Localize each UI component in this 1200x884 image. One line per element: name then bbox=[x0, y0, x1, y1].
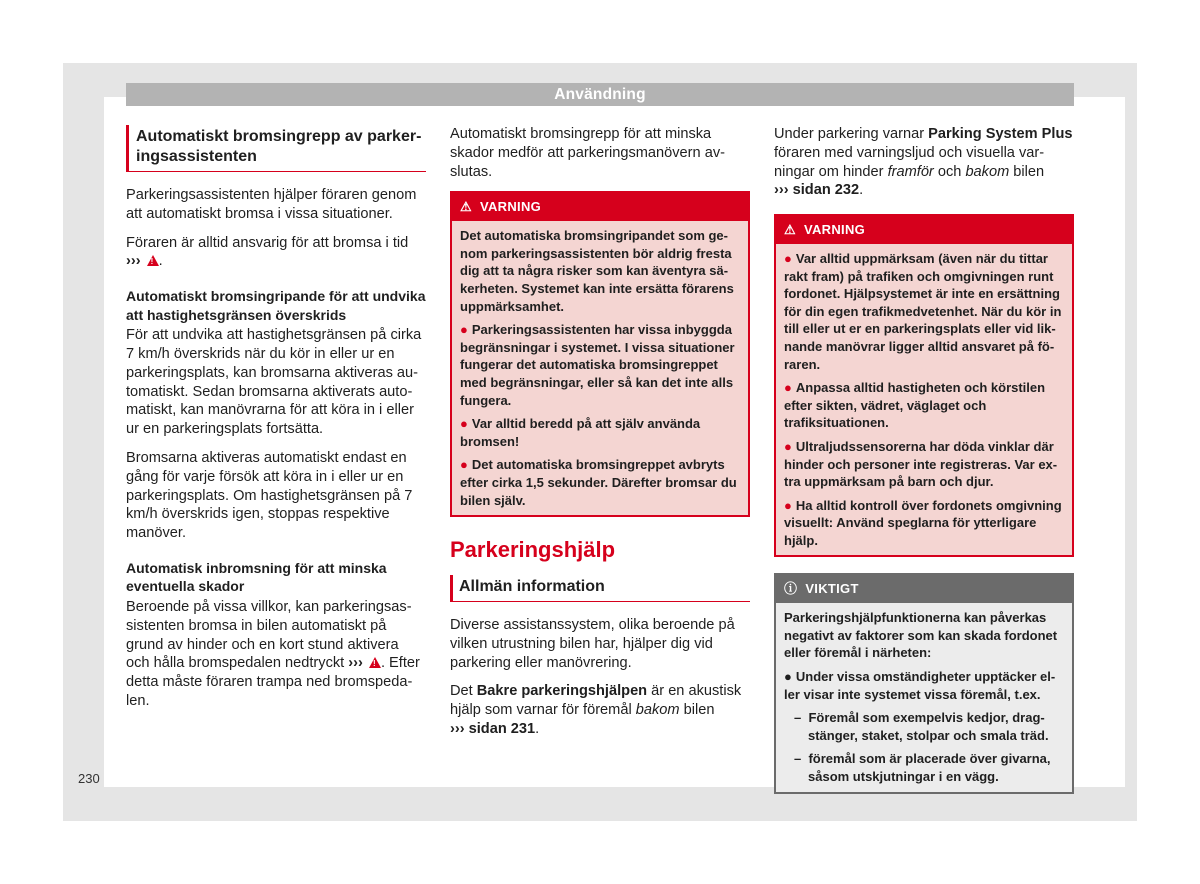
bold-term: Parking System Plus bbox=[928, 126, 1073, 142]
section-title: Allmän information bbox=[450, 575, 750, 602]
subheading: Automatisk inbromsning för att minska eventuella skador bbox=[126, 559, 387, 595]
warning-bullet bbox=[460, 415, 740, 450]
warning-bullet-text: Var alltid beredd på att själv använda bromsen! bbox=[460, 416, 701, 449]
warning-triangle-icon: ⚠ bbox=[784, 222, 796, 238]
warning-triangle-icon bbox=[147, 255, 159, 266]
column-2 bbox=[450, 125, 750, 749]
warning-bullet bbox=[784, 438, 1064, 491]
cross-reference-arrow[interactable]: ››› bbox=[126, 253, 141, 270]
bullet-icon: ● bbox=[784, 438, 792, 454]
important-intro: Parkeringshjälpfunktionerna kan påverkas negativt av faktorer som kan skada fordonet eller föremål i närheten: bbox=[784, 610, 1058, 661]
paragraph: Parkeringsassistenten hjälper föraren genom att automatiskt bromsa i vissa situationer. bbox=[126, 187, 417, 222]
bullet-icon: ● bbox=[460, 416, 468, 432]
warning-bullet bbox=[784, 250, 1064, 373]
warning-triangle-icon: ⚠ bbox=[460, 199, 472, 215]
warning-bullet bbox=[460, 456, 740, 509]
paragraph-text: och bbox=[933, 163, 966, 180]
bullet-icon: ● bbox=[460, 457, 468, 473]
section-title: Automatiskt bromsingrepp av parkeringsassistenten bbox=[126, 125, 426, 172]
bullet-icon: ● bbox=[784, 380, 792, 396]
paragraph-text: föraren med varningsljud och visuella varningar om hinder bbox=[774, 144, 1045, 180]
important-bullet-text: Under vissa omständigheter upptäcker eller visar inte systemet vissa föremål, t.ex. bbox=[784, 669, 1056, 702]
paragraph: Föraren är alltid ansvarig för att bromsa i tid ››› ! . bbox=[126, 234, 426, 272]
column-1 bbox=[126, 125, 426, 721]
page-link[interactable]: ››› sidan 232 bbox=[774, 182, 860, 199]
paragraph-text: är en akustisk hjälp som varnar för föremål bbox=[450, 683, 742, 719]
page-link[interactable]: ››› sidan 231 bbox=[450, 721, 536, 738]
paragraph-text: Under parkering varnar bbox=[774, 126, 929, 142]
italic-term: framför bbox=[887, 163, 934, 180]
dash-item: – föremål som är placerade över givarna, såsom utskjutningar i en vägg. bbox=[794, 751, 1051, 785]
bullet-icon: ● bbox=[784, 497, 792, 513]
warning-label: VARNING bbox=[803, 222, 866, 238]
warning-bullet bbox=[784, 497, 1064, 550]
chapter-header: Användning bbox=[126, 83, 1074, 106]
italic-term: bakom bbox=[635, 702, 680, 719]
warning-triangle-icon bbox=[369, 657, 381, 668]
important-header bbox=[776, 575, 1072, 603]
paragraph bbox=[450, 682, 750, 738]
dash-item: – Föremål som exempelvis kedjor, dragstänger, staket, stolpar och smala träd. bbox=[794, 710, 1049, 743]
paragraph-text: . Efter detta måste föraren trampa ned bromspedalen. bbox=[126, 655, 420, 709]
warning-header bbox=[776, 216, 1072, 244]
bold-term: Bakre parkeringshjälpen bbox=[476, 683, 648, 700]
cross-reference-arrow[interactable]: ››› bbox=[348, 655, 363, 672]
warning-intro: Det automatiska bromsingripandet som genom parkeringsassistenten bör aldrig fresta dig att ta några risker som kan äventyra säkerheten. Systemet kan inte ersätta förarens uppmärksamhet. bbox=[460, 228, 734, 314]
bullet-icon: ● bbox=[784, 669, 792, 685]
dash-item-text: Föremål som exempelvis kedjor, dragstänger, staket, stolpar och smala träd. bbox=[808, 710, 1049, 743]
paragraph-text: . bbox=[535, 721, 540, 738]
warning-body bbox=[452, 221, 748, 515]
subheading: Automatiskt bromsingripande för att undvika att hastighetsgränsen överskrids bbox=[126, 288, 426, 323]
column-3 bbox=[774, 125, 1074, 806]
warning-body bbox=[776, 244, 1072, 556]
paragraph-text: Föraren är alltid ansvarig för att bromsa i tid bbox=[126, 234, 409, 251]
important-bullet bbox=[784, 668, 1064, 703]
warning-bullet bbox=[784, 379, 1064, 432]
paragraph: Automatiskt bromsingrepp för att minska skador medför att parkeringsmanövern avslutas. bbox=[450, 126, 725, 180]
warning-box bbox=[450, 191, 750, 517]
warning-box bbox=[774, 214, 1074, 557]
warning-bullet-text: Ultraljudssensorerna har döda vinklar där hinder och personer inte registreras. Var extra uppmärksam på barn och djur. bbox=[784, 438, 1058, 490]
warning-bullet-text: Anpassa alltid hastigheten och körstilen efter sikten, vädret, väglaget och trafiksituationen. bbox=[784, 380, 1046, 431]
paragraph: Bromsarna aktiveras automatiskt endast en gång för varje försök att köra in i eller ur en parkeringsplats. Om hastighetsgränsen på 7 km/h överskrids igen, stoppas respektive manöver. bbox=[126, 449, 413, 542]
warning-bullet-text: Ha alltid kontroll över fordonets omgivning visuellt: Använd speglarna för ytterligare hjälp. bbox=[784, 497, 1062, 548]
bullet-icon: ● bbox=[460, 322, 468, 338]
warning-bullet-text: Parkeringsassistenten har vissa inbyggda begränsningar i systemet. I vissa situationer fungerar det automatiska bromsingreppet med begränsningar, eller så kan det inte alls fungera. bbox=[460, 322, 735, 408]
important-box bbox=[774, 573, 1074, 793]
paragraph-text: bilen bbox=[1009, 163, 1045, 180]
dash-item-text: föremål som är placerade över givarna, såsom utskjutningar i en vägg. bbox=[808, 751, 1051, 785]
chapter-title: Parkeringshjälp bbox=[450, 537, 616, 563]
bullet-icon: ● bbox=[784, 250, 792, 266]
warning-bullet-text: Var alltid uppmärksam (även när du tittar rakt fram) på trafiken och omgivningen runt fordonet. Hjälpsystemet är inte en ersättning för din egen trafikmedvetenhet. När du kör in till eller ut er en parkeringsplats eller vid liknande manövrar ligger alltid ansvaret på föraren. bbox=[784, 250, 1062, 372]
warning-label: VARNING bbox=[479, 199, 542, 215]
important-body bbox=[776, 603, 1072, 791]
paragraph-text: . bbox=[859, 182, 864, 199]
paragraph bbox=[774, 125, 1074, 200]
paragraph: Diverse assistanssystem, olika beroende på vilken utrustning bilen har, hjälper dig vid parkering eller manövrering. bbox=[450, 617, 735, 671]
paragraph-text: Det bbox=[450, 683, 477, 700]
paragraph-text: bilen bbox=[679, 702, 715, 719]
info-circle-icon: ⓘ bbox=[784, 581, 798, 597]
page-number: 230 bbox=[78, 771, 100, 786]
italic-term: bakom bbox=[965, 163, 1010, 180]
warning-header bbox=[452, 193, 748, 221]
warning-bullet bbox=[460, 321, 740, 409]
paragraph: För att undvika att hastighetsgränsen på cirka 7 km/h överskrids när du kör in eller ur en parkeringsplats, kan bromsarna aktiveras automatiskt. Sedan bromsarna aktiverats automatiskt, kan manövrarna för att köra in i eller ur en parkeringsplats fortsätta. bbox=[126, 327, 422, 438]
important-label: VIKTIGT bbox=[805, 581, 859, 597]
warning-bullet-text: Det automatiska bromsingreppet avbryts efter cirka 1,5 sekunder. Därefter bromsar du bilen själv. bbox=[460, 457, 737, 508]
paragraph-text: Beroende på vissa villkor, kan parkeringsassistenten bromsa in bilen automatiskt på grund av hinder och en kort stund aktivera och hålla bromspedalen nedtryckt bbox=[126, 598, 412, 672]
paragraph bbox=[126, 598, 426, 711]
